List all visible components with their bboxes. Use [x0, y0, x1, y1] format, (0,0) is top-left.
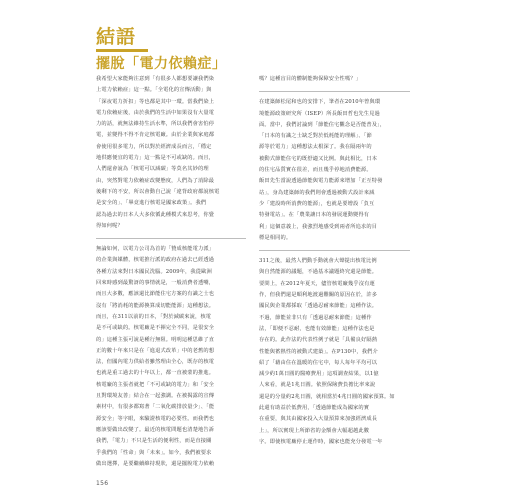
text-line: 作，但我們還是順利地渡過難關的原因在於，許多	[259, 292, 378, 299]
text-line: 源等於電力」這種想法太根深了。我在隔兩年的	[259, 144, 372, 151]
chapter-title: 結語	[96, 26, 137, 48]
right-divider-2	[259, 250, 410, 251]
text-line: 會使用很多電力，所以對於經濟成長而言，「穩定	[96, 143, 212, 150]
left-column	[96, 74, 246, 470]
left-block-1	[96, 74, 246, 232]
text-line: 性能與蓄熱性的被動式建築」。在P130中，我們介	[259, 348, 378, 355]
text-line: 各種方法來對日本國民洗腦。2009年，我從歐洲	[96, 268, 212, 275]
text-line: 的企業與媒體，核電推行派的政府在過去已經透過	[96, 257, 215, 264]
text-line: 而且大多數，應該還比節能住宅方案的有識之士也	[96, 291, 215, 298]
text-line: 無論如何，以電力公司為首的「贊成核能電力派」	[96, 246, 215, 253]
right-block-1	[259, 74, 410, 85]
text-line: 而且，在311以前的日本，「對於減碳來說，核電	[96, 313, 212, 320]
text-line: 字。即使核電廠停止運作時，國家也能充分發電一年	[259, 438, 383, 445]
right-block-3	[259, 256, 410, 448]
text-line: 力的話，就無法維持生活水準，所以我們會害怕停	[96, 121, 215, 128]
text-line: 人來看，就是1兆日圓。依照保險費負擔比率來說	[259, 382, 376, 389]
text-line: 應該要做出改變了。最近的核電問題也清楚地告訴	[96, 426, 215, 433]
text-line: 上」，所以實現上所節省的金額會大幅超越此數	[259, 427, 370, 434]
text-line: 後剩下的不安，所以會動自己說「違背政府都說核電	[96, 188, 220, 195]
text-line: 站」，身為建築師的我們則會透過被動式設計來減	[259, 189, 375, 196]
text-line: 得如何呢？	[96, 222, 123, 229]
text-line: 由，突然對電力依賴症改變態度，人們為了消除最	[96, 177, 215, 184]
text-line: 311之後，最然人們動手動就會大聲提出核電比例	[259, 258, 377, 265]
text-line: 的住宅品質實在很差，而且幾乎停地消費能源。	[259, 167, 372, 174]
text-line: 國民與企業都採取「透過忍耐來節能」這種作法。	[259, 303, 378, 310]
text-line: 電力依賴症後，由於我們的生活中如果沒有大量電	[96, 109, 215, 116]
text-line: 是安全的」、「畢竟進行核電是國家政策」。我們	[96, 200, 207, 207]
text-line: 認為過去的日本人大多依循此種模式來思考，你覺	[96, 211, 215, 218]
page-number: 156	[96, 480, 109, 487]
text-line: 正的數十年來只是在「進退式改革」中的老舊的想	[96, 347, 215, 354]
text-line: 嗎？這種盲目的體制能夠保障安全性嗎？」	[259, 76, 362, 82]
text-line: 我們，「電力」不只是生活的便利性，而是直接關	[96, 438, 212, 445]
text-line: 被動式節能住宅的既舒適又比例。與此相比，日本	[259, 155, 378, 162]
text-line: 的」這種主張可說是種行無阻。明明這種思維了直	[96, 336, 215, 343]
text-line: 核電廠的主張者就把「不可或缺的電力」和「安全	[96, 381, 215, 388]
text-line: 乎我們的「性命」與「未來」。如今，我們被要求	[96, 449, 212, 456]
text-line: 飯田先生當說透過節能與電力能源來增加「正互特發	[259, 178, 383, 185]
text-line: 素材中，有很多都寫著「二氧化碳排放量少」、「能	[96, 404, 215, 411]
text-line: 與自然能源的議題，不過基本議題終究還是節能。	[259, 269, 378, 276]
text-line: 我希望大家能夠注意到「有很多人都想要讓我們染	[96, 76, 215, 82]
text-line: 上電力依賴症」這一點。「全電化的宣傳活動」與	[96, 87, 212, 94]
text-line: 還是的分量約2兆日圓，就相當於4兆日圓的國家預算。如	[259, 393, 395, 400]
text-line: 法，「即便不忍耐，也能有效節能」這種作法也是	[259, 325, 375, 332]
text-line: 要問上，在2012年夏天，儘管核電廠幾乎沒有運	[259, 280, 375, 287]
text-line: 特發電站」。在「農業讓日本的發展運動變得有	[259, 212, 370, 219]
text-line: 標是相同的。	[259, 234, 292, 241]
text-line: 且對環境友善」結合在一起強調。在被揭露的宣傳	[96, 393, 215, 400]
right-divider-1	[259, 91, 410, 92]
text-line: 少「建設時所消費的能源」，也就是要增設「負互	[259, 200, 375, 207]
text-line: 減少約1萬日圓的醫療費用」這項調查結果，以1億	[259, 371, 379, 378]
left-divider	[96, 238, 246, 239]
text-line: 面。當中，我們討論到「節能住宅觀念是否能普及」，	[259, 121, 386, 128]
text-line: 沒有「將消耗的能源換算成切能能源」這種想法。	[96, 302, 215, 309]
left-block-2	[96, 244, 246, 470]
text-line: 「深夜電力折扣」等也都是其中一環。當我們染上	[96, 98, 215, 105]
text-line: 做出選擇，是要繼續維持現狀，還是擺脫電力依賴	[96, 460, 215, 467]
title-underline	[96, 49, 148, 52]
text-line: 源安全」等字眼，來驗證核電的必要性。而我們也	[96, 415, 215, 422]
text-line: 回來時感到最驚訝的事情就是，一般消費者透嘴，	[96, 280, 215, 287]
text-line: 境能源政策研究所（ISEP）所長飯田哲也先生見過	[259, 110, 380, 117]
text-line: 利」這個意義上，我強烈地感受到兩者所追求的目	[259, 223, 378, 230]
text-line: 「日本的有識之士缺乏對於低耗能的理解」、「節	[259, 133, 372, 140]
text-line: 在建築師松尾和也的安排下，筆者在2010年曾與環	[259, 99, 381, 106]
text-line: 法，但國內電力供給者雖然理由全心，既存的核電	[96, 359, 215, 366]
text-line: 紹了「藉由住在溫暖的住宅中，每人每年平均可以	[259, 359, 378, 366]
right-column	[259, 74, 410, 448]
text-line: 也就是重工過去的十年以上，都一直被蒙的推進。	[96, 370, 215, 377]
text-line: 不過，節能並非只有「透過忍耐來節能」這種作	[259, 314, 372, 321]
text-line: 人們還會說為「核電可以減碳」等莫名其妙的理	[96, 166, 209, 173]
text-line: 是不可或缺的。核電廠是不揮完全不同，是很安全	[96, 325, 215, 332]
text-line: 電，並變得不得不肯定核電廠。由於企業與家庭都	[96, 132, 215, 139]
text-line: 此還有助益於低費用，「透過節能成為國家的實	[259, 405, 370, 412]
text-line: 地供應便宜的電力」這一點是不可或缺的。而且，	[96, 155, 215, 162]
right-block-2	[259, 97, 410, 244]
section-subtitle: 擺脫「電力依賴症」	[96, 56, 227, 72]
text-line: 存在的。此作法的代表性例子就是「具備良好隔熱	[259, 337, 378, 344]
text-line: 在重要，與其由國家投入大量預算來加強經濟成長	[259, 416, 378, 423]
